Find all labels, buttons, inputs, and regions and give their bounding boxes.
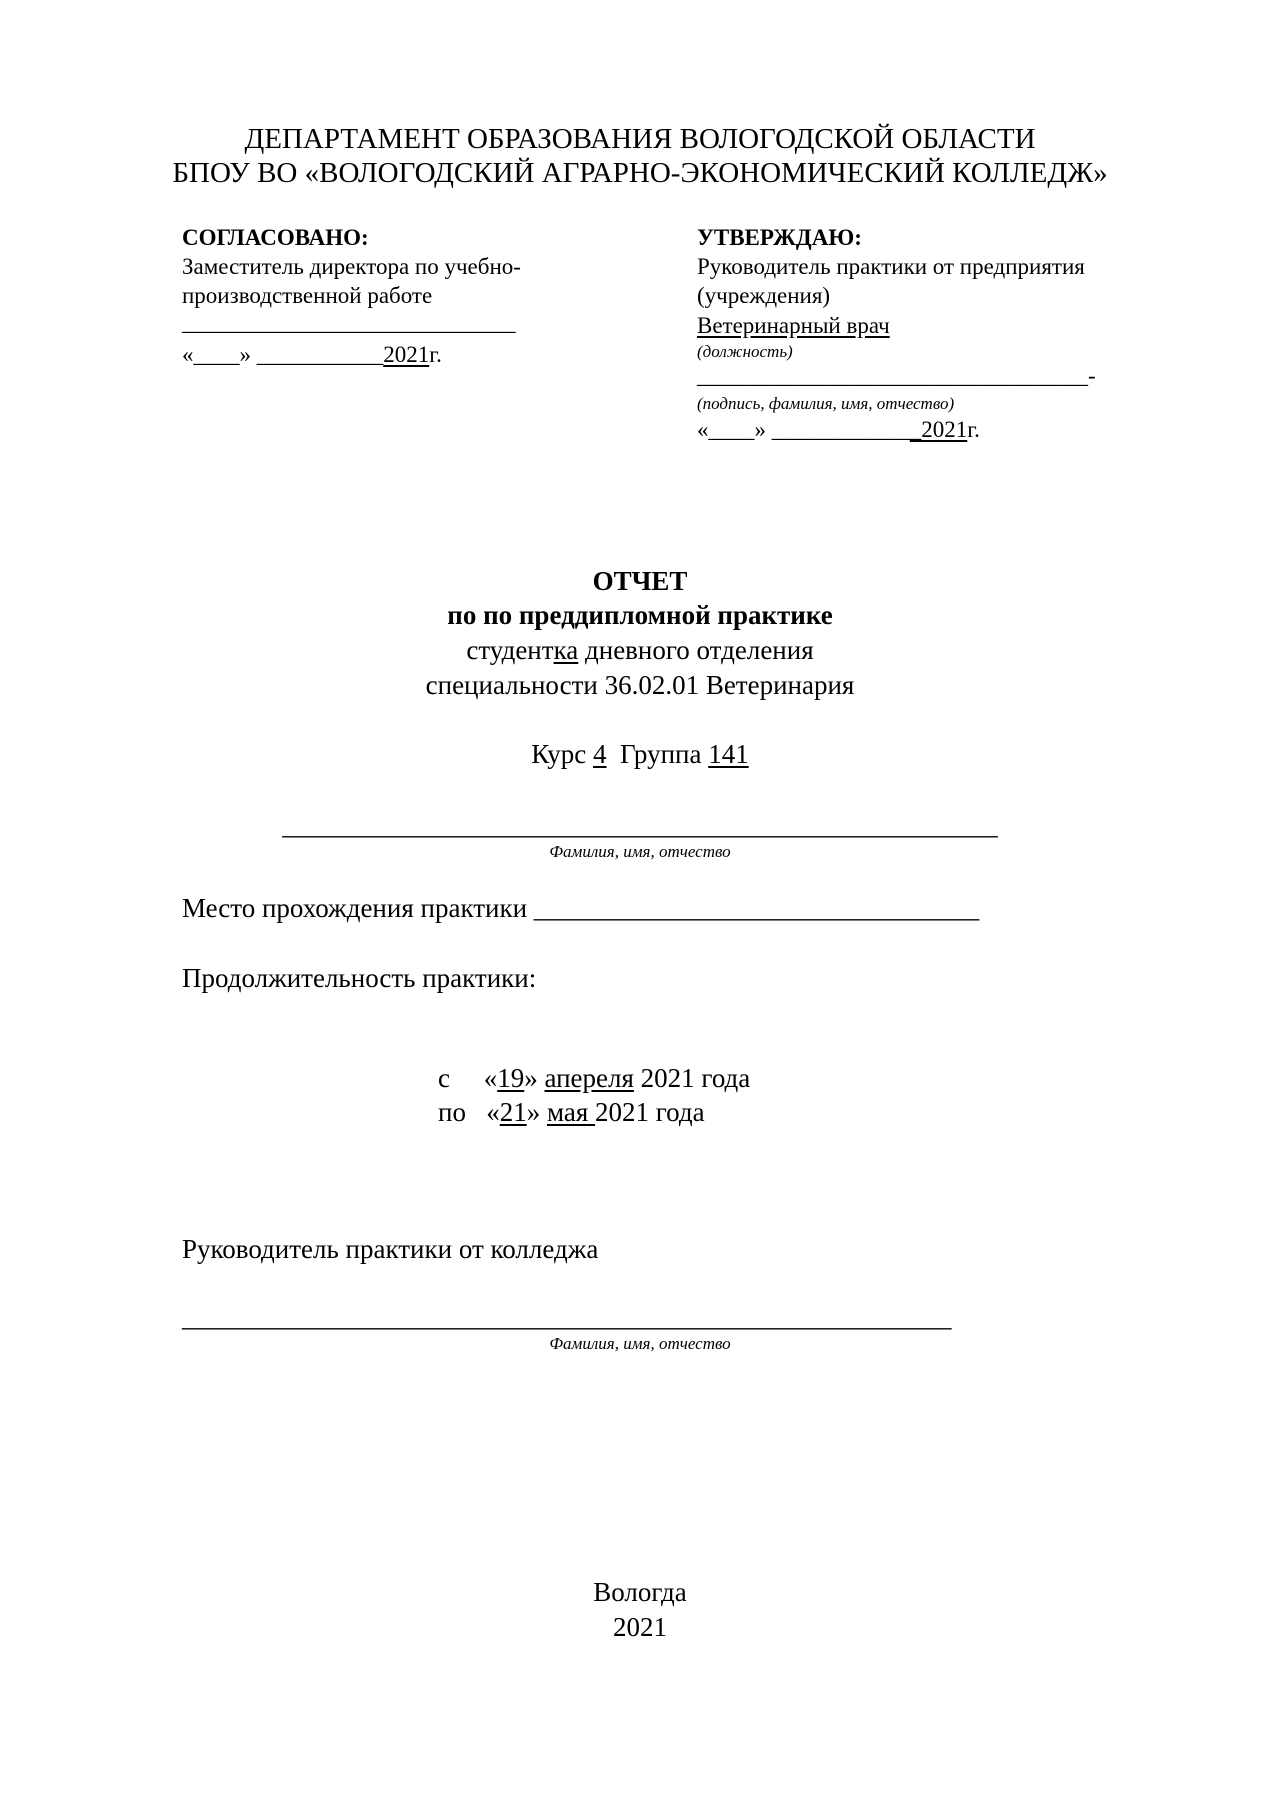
approved-right-signature-caption: (подпись, фамилия, имя, отчество)	[697, 394, 955, 413]
duration-to	[411, 1061, 705, 1163]
date-suffix: г.	[429, 342, 442, 367]
to-day: 21	[499, 1097, 527, 1127]
student-word: студент	[466, 635, 554, 665]
date-close-quote: »	[754, 417, 772, 442]
footer-city: Вологда	[593, 1577, 687, 1607]
report-subtitle: по по преддипломной практике	[447, 600, 833, 630]
practice-place-label: Место прохождения практики	[182, 893, 534, 923]
date-month-blank: ____________	[771, 417, 910, 442]
date-close-quote: »	[239, 342, 257, 367]
date-open-quote: «	[182, 342, 194, 367]
signature-blank: __________________________________	[697, 363, 1088, 388]
practice-place	[182, 891, 979, 925]
to-year: 2021 года	[595, 1097, 705, 1127]
group-value: 141	[708, 739, 749, 769]
approved-right-signature-line	[697, 362, 1096, 390]
date-open-quote: «	[697, 417, 709, 442]
student-suffix: ка	[553, 635, 579, 665]
report-title: ОТЧЕТ	[592, 566, 688, 596]
to-prefix: по «	[438, 1097, 500, 1127]
supervisor-label: Руководитель практики от колледжа	[182, 1234, 599, 1264]
signature-dash: -	[1088, 363, 1096, 388]
group-label: Группа	[606, 739, 709, 769]
approved-right-position-caption: (должность)	[697, 342, 793, 361]
student-name-line: _____________________________________________________	[282, 810, 998, 840]
college-title: БПОУ ВО «ВОЛОГОДСКИЙ АГРАРНО-ЭКОНОМИЧЕСКИЙ КОЛЛЕДЖ»	[172, 157, 1108, 189]
date-day-blank: ____	[193, 342, 240, 367]
date-month-blank: ___________	[256, 342, 384, 367]
date-day-blank: ____	[708, 417, 755, 442]
from-day: 19	[497, 1063, 525, 1093]
approved-left-line2: производственной работе	[182, 283, 433, 308]
approved-right-position: Ветеринарный врач	[697, 313, 890, 338]
approved-left-signature-line: _____________________________	[182, 310, 516, 335]
department-title: ДЕПАРТАМЕНТ ОБРАЗОВАНИЯ ВОЛОГОДСКОЙ ОБЛАСТИ	[244, 123, 1036, 155]
approved-right-title: УТВЕРЖДАЮ:	[697, 225, 862, 250]
from-month: апереля	[544, 1063, 634, 1093]
supervisor-line: _________________________________________________________	[182, 1302, 952, 1332]
from-prefix: с «	[438, 1063, 498, 1093]
report-specialty: специальности 36.02.01 Ветеринария	[425, 670, 855, 700]
date-year: _2021	[909, 417, 968, 442]
duration-label: Продолжительность практики:	[182, 963, 537, 993]
from-year: 2021 года	[633, 1063, 751, 1093]
footer-year: 2021	[613, 1612, 667, 1642]
report-student-line	[0, 633, 1280, 667]
approved-left-line1: Заместитель директора по учебно-	[182, 254, 521, 279]
course-value: 4	[593, 739, 607, 769]
practice-place-blank: _________________________________	[533, 893, 980, 923]
approved-left-title: СОГЛАСОВАНО:	[182, 225, 369, 250]
course-label: Курс	[531, 739, 594, 769]
student-department: дневного отделения	[578, 635, 814, 665]
to-quote: »	[526, 1097, 547, 1127]
date-year: 2021	[383, 342, 430, 367]
supervisor-caption: Фамилия, имя, отчество	[549, 1334, 731, 1353]
student-name-caption: Фамилия, имя, отчество	[549, 842, 731, 861]
approved-right-line2: (учреждения)	[697, 283, 831, 308]
approved-right-line1: Руководитель практики от предприятия	[697, 254, 1085, 279]
course-group-line	[0, 737, 1280, 771]
from-quote: »	[524, 1063, 545, 1093]
approved-right-date	[697, 416, 980, 444]
approved-left-date	[182, 341, 442, 369]
date-suffix: г.	[967, 417, 980, 442]
to-month: мая	[546, 1097, 596, 1127]
